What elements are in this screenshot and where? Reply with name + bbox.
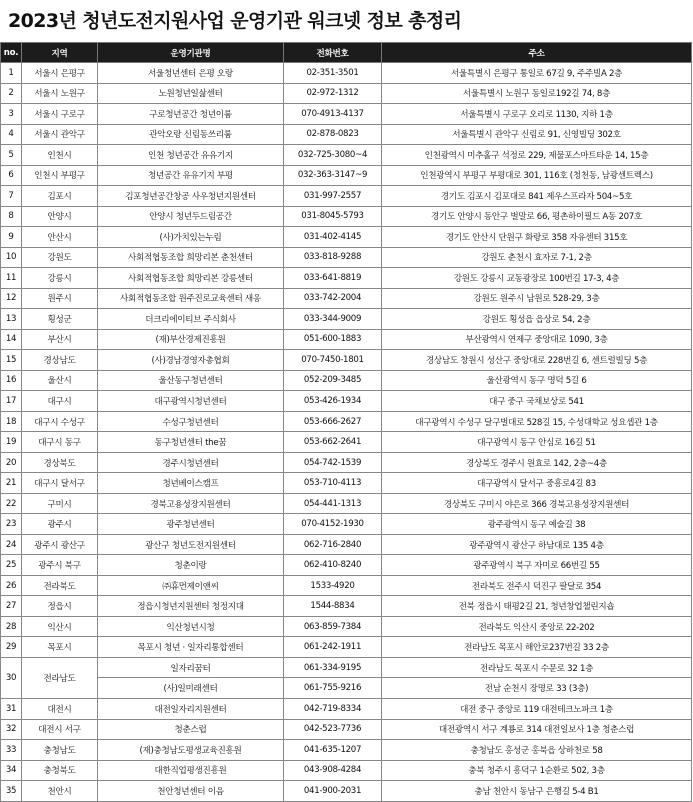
row-region: 안산시 <box>22 227 98 248</box>
row-address: 대구 중구 국채보상로 541 <box>382 391 692 412</box>
table-row <box>1 247 692 268</box>
row-organization: 청춘이랑 <box>98 555 284 576</box>
row-phone: 041-635-1207 <box>284 740 382 761</box>
row-no: 21 <box>1 473 22 494</box>
row-organization: 더크리에이티브 주식회사 <box>98 309 284 330</box>
row-organization: 사회적협동조합 희망리본 춘천센터 <box>98 247 284 268</box>
row-phone: 02-972-1312 <box>284 83 382 104</box>
row-phone: 061-334-9195 <box>284 657 382 678</box>
row-no: 31 <box>1 698 22 719</box>
row-region: 천안시 <box>22 781 98 802</box>
row-region: 강원도 <box>22 247 98 268</box>
row-phone: 054-441-1313 <box>284 493 382 514</box>
row-organization: 정읍시청년지원센터 청정지대 <box>98 596 284 617</box>
row-address: 대구광역시 수성구 달구벌대로 528길 15, 수성대학교 성요셉관 1층 <box>382 411 692 432</box>
row-no: 25 <box>1 555 22 576</box>
row-no: 13 <box>1 309 22 330</box>
row-region: 광주시 북구 <box>22 555 98 576</box>
row-organization: 일자리꿈터 <box>98 657 284 678</box>
row-phone: 1544-8834 <box>284 596 382 617</box>
table-row <box>1 268 692 289</box>
row-region: 충청남도 <box>22 740 98 761</box>
row-organization: ㈜휴먼제이앤씨 <box>98 575 284 596</box>
row-no: 4 <box>1 124 22 145</box>
table-row <box>1 432 692 453</box>
row-organization: 김포청년공간창공 사우청년지원센터 <box>98 186 284 207</box>
row-no: 3 <box>1 104 22 125</box>
row-address: 경상남도 창원시 성산구 중앙대로 228번길 6, 센트럴빌딩 5층 <box>382 350 692 371</box>
row-region: 울산시 <box>22 370 98 391</box>
row-region: 광주시 광산구 <box>22 534 98 555</box>
row-address: 경상북도 경주시 원효로 142, 2층~4층 <box>382 452 692 473</box>
row-phone: 061-755-9216 <box>284 678 382 699</box>
row-phone: 063-859-7384 <box>284 616 382 637</box>
row-region: 서울시 관악구 <box>22 124 98 145</box>
row-region: 대구시 동구 <box>22 432 98 453</box>
row-region: 전라남도 <box>22 657 98 698</box>
row-no: 2 <box>1 83 22 104</box>
row-no: 35 <box>1 781 22 802</box>
row-phone: 033-818-9288 <box>284 247 382 268</box>
row-region: 대전시 서구 <box>22 719 98 740</box>
row-phone: 070-4152-1930 <box>284 514 382 535</box>
row-organization: 사회적협동조합 희망리본 강릉센터 <box>98 268 284 289</box>
table-row <box>1 452 692 473</box>
row-region: 서울시 구로구 <box>22 104 98 125</box>
row-address: 강원도 원주시 남원로 528-29, 3층 <box>382 288 692 309</box>
row-address: 전라북도 익산시 중앙로 22-202 <box>382 616 692 637</box>
table-row <box>1 719 692 740</box>
row-region: 경상북도 <box>22 452 98 473</box>
table-row <box>1 678 692 699</box>
row-region: 익산시 <box>22 616 98 637</box>
row-address: 광주광역시 광산구 하남대로 135 4층 <box>382 534 692 555</box>
row-address: 강원도 횡성읍 읍상로 54, 2층 <box>382 309 692 330</box>
row-no: 8 <box>1 206 22 227</box>
table-row <box>1 186 692 207</box>
row-no: 34 <box>1 760 22 781</box>
table-row <box>1 350 692 371</box>
table-row <box>1 411 692 432</box>
table-row <box>1 575 692 596</box>
row-no: 7 <box>1 186 22 207</box>
table-row <box>1 63 692 84</box>
row-organization: 안양시 청년두드림공간 <box>98 206 284 227</box>
header-phone: 전화번호 <box>284 43 382 63</box>
row-phone: 033-641-8819 <box>284 268 382 289</box>
header-address: 주소 <box>382 43 692 63</box>
row-address: 강원도 춘천시 효자로 7-1, 2층 <box>382 247 692 268</box>
row-phone: 032-363-3147~9 <box>284 165 382 186</box>
row-region: 구미시 <box>22 493 98 514</box>
row-no: 6 <box>1 165 22 186</box>
page-title: 2023년 청년도전지원사업 운영기관 워크넷 정보 총정리 <box>8 10 462 32</box>
row-phone: 032-725-3080~4 <box>284 145 382 166</box>
row-organization: 사회적협동조합 원주진로교육센터 새옹 <box>98 288 284 309</box>
row-phone: 033-344-9009 <box>284 309 382 330</box>
row-no: 1 <box>1 63 22 84</box>
row-address: 서울특별시 구로구 오리로 1130, 지하 1층 <box>382 104 692 125</box>
row-organization: 구로청년공간 청년이룸 <box>98 104 284 125</box>
table-row <box>1 740 692 761</box>
row-organization: 청년공간 유유기지 부평 <box>98 165 284 186</box>
table-row <box>1 124 692 145</box>
row-organization: (재)충청남도평생교육진흥원 <box>98 740 284 761</box>
row-region: 전라북도 <box>22 575 98 596</box>
table-header-row <box>1 43 692 63</box>
row-phone: 031-8045-5793 <box>284 206 382 227</box>
row-no: 5 <box>1 145 22 166</box>
row-phone: 062-410-8240 <box>284 555 382 576</box>
table-row <box>1 493 692 514</box>
row-phone: 033-742-2004 <box>284 288 382 309</box>
row-region: 대전시 <box>22 698 98 719</box>
row-region: 정읍시 <box>22 596 98 617</box>
table-row <box>1 781 692 802</box>
row-phone: 02-351-3501 <box>284 63 382 84</box>
row-organization: 청년베이스캠프 <box>98 473 284 494</box>
row-organization: 울산동구청년센터 <box>98 370 284 391</box>
row-organization: 목포시 청년 · 일자리통합센터 <box>98 637 284 658</box>
row-region: 대구시 달서구 <box>22 473 98 494</box>
row-no: 18 <box>1 411 22 432</box>
header-organization: 운영기관명 <box>98 43 284 63</box>
row-organization: 동구청년센터 the꿈 <box>98 432 284 453</box>
row-phone: 070-4913-4137 <box>284 104 382 125</box>
row-organization: 천안청년센터 이음 <box>98 781 284 802</box>
row-organization: 대한직업평생진흥원 <box>98 760 284 781</box>
row-address: 전북 정읍시 태평2길 21, 청년창업챌린지숍 <box>382 596 692 617</box>
row-organization: 광주청년센터 <box>98 514 284 535</box>
row-phone: 062-716-2840 <box>284 534 382 555</box>
row-address: 부산광역시 연제구 중앙대로 1090, 3층 <box>382 329 692 350</box>
table-row <box>1 616 692 637</box>
table-row <box>1 637 692 658</box>
row-phone: 053-710-4113 <box>284 473 382 494</box>
row-phone: 053-426-1934 <box>284 391 382 412</box>
row-region: 안양시 <box>22 206 98 227</box>
table-row <box>1 83 692 104</box>
row-address: 충청남도 홍성군 홍북읍 상하천로 58 <box>382 740 692 761</box>
row-address: 인천광역시 미추홀구 석정로 229, 제물포스마트타운 14, 15층 <box>382 145 692 166</box>
row-address: 전라북도 전주시 덕진구 팔달로 354 <box>382 575 692 596</box>
row-no: 15 <box>1 350 22 371</box>
row-region: 서울시 노원구 <box>22 83 98 104</box>
table-row <box>1 309 692 330</box>
row-no: 30 <box>1 657 22 698</box>
row-address: 서울특별시 노원구 동일로192길 74, 8층 <box>382 83 692 104</box>
table-row <box>1 473 692 494</box>
row-address: 대구광역시 달서구 중흥로4길 83 <box>382 473 692 494</box>
row-organization: 경주시청년센터 <box>98 452 284 473</box>
row-address: 전라남도 목포시 수문로 32 1층 <box>382 657 692 678</box>
table-row <box>1 514 692 535</box>
row-region: 목포시 <box>22 637 98 658</box>
row-organization: 서울청년센터 은평 오랑 <box>98 63 284 84</box>
row-no: 9 <box>1 227 22 248</box>
row-no: 29 <box>1 637 22 658</box>
header-no: no. <box>1 43 22 63</box>
row-organization: (재)부산경제진흥원 <box>98 329 284 350</box>
row-organization: (사)일미래센터 <box>98 678 284 699</box>
row-phone: 052-209-3485 <box>284 370 382 391</box>
row-no: 28 <box>1 616 22 637</box>
table-row <box>1 698 692 719</box>
row-address: 경기도 안산시 단원구 화랑로 358 자유센터 315호 <box>382 227 692 248</box>
row-address: 인천광역시 부평구 부평대로 301, 116호 (청천동, 남광센트렉스) <box>382 165 692 186</box>
table-row <box>1 596 692 617</box>
row-address: 울산광역시 동구 명덕 5길 6 <box>382 370 692 391</box>
table-row <box>1 760 692 781</box>
table-row <box>1 104 692 125</box>
row-phone: 070-7450-1801 <box>284 350 382 371</box>
row-address: 대전광역시 서구 계룡로 314 대전일보사 1층 청춘스럽 <box>382 719 692 740</box>
row-no: 23 <box>1 514 22 535</box>
table-row <box>1 555 692 576</box>
row-no: 33 <box>1 740 22 761</box>
table-row <box>1 145 692 166</box>
row-organization: 대구광역시청년센터 <box>98 391 284 412</box>
row-organization: (사)경남경영자총협회 <box>98 350 284 371</box>
row-address: 경기도 김포시 김포대로 841 제우스프라자 504~5호 <box>382 186 692 207</box>
row-address: 충남 천안시 동남구 은행길 5-4 B1 <box>382 781 692 802</box>
row-no: 11 <box>1 268 22 289</box>
row-region: 광주시 <box>22 514 98 535</box>
row-phone: 031-997-2557 <box>284 186 382 207</box>
row-organization: 관악오랑 신림동쓰리룸 <box>98 124 284 145</box>
table-row <box>1 657 692 678</box>
row-phone: 041-900-2031 <box>284 781 382 802</box>
row-organization: 경북고용성장지원센터 <box>98 493 284 514</box>
table-row <box>1 534 692 555</box>
row-phone: 053-662-2641 <box>284 432 382 453</box>
row-no: 17 <box>1 391 22 412</box>
row-no: 14 <box>1 329 22 350</box>
row-region: 원주시 <box>22 288 98 309</box>
table-row <box>1 329 692 350</box>
row-organization: 대전일자리지원센터 <box>98 698 284 719</box>
row-phone: 054-742-1539 <box>284 452 382 473</box>
row-no: 22 <box>1 493 22 514</box>
row-region: 인천시 부평구 <box>22 165 98 186</box>
row-address: 광주광역시 동구 예술길 38 <box>382 514 692 535</box>
table-body <box>1 63 692 802</box>
row-address: 경상북도 구미시 야은로 366 경북고용성장지원센터 <box>382 493 692 514</box>
row-no: 10 <box>1 247 22 268</box>
row-address: 전라남도 목포시 해안로237번길 33 2층 <box>382 637 692 658</box>
row-region: 횡성군 <box>22 309 98 330</box>
row-address: 경기도 안양시 동안구 벌말로 66, 평촌하이필드 A동 207호 <box>382 206 692 227</box>
row-address: 서울특별시 관악구 신림로 91, 신영빌딩 302호 <box>382 124 692 145</box>
row-address: 서울특별시 은평구 통일로 67길 9, 주주빌A 2층 <box>382 63 692 84</box>
row-organization: 인천 청년공간 유유기지 <box>98 145 284 166</box>
row-phone: 031-402-4145 <box>284 227 382 248</box>
row-phone: 061-242-1911 <box>284 637 382 658</box>
row-phone: 042-719-8334 <box>284 698 382 719</box>
row-no: 24 <box>1 534 22 555</box>
row-no: 16 <box>1 370 22 391</box>
institution-table <box>0 42 692 802</box>
row-region: 대구시 수성구 <box>22 411 98 432</box>
row-region: 인천시 <box>22 145 98 166</box>
table-row <box>1 391 692 412</box>
row-organization: 청춘스럽 <box>98 719 284 740</box>
row-organization: (사)가치있는누림 <box>98 227 284 248</box>
row-region: 강릉시 <box>22 268 98 289</box>
table-row <box>1 227 692 248</box>
header-region: 지역 <box>22 43 98 63</box>
row-no: 19 <box>1 432 22 453</box>
row-address: 전남 순천시 장명로 33 (3층) <box>382 678 692 699</box>
row-region: 김포시 <box>22 186 98 207</box>
row-region: 서울시 은평구 <box>22 63 98 84</box>
row-phone: 1533-4920 <box>284 575 382 596</box>
row-address: 대전 중구 중앙로 119 대전테크노파크 1층 <box>382 698 692 719</box>
row-no: 26 <box>1 575 22 596</box>
row-address: 강원도 강릉시 교동광장로 100번길 17-3, 4층 <box>382 268 692 289</box>
row-phone: 02-878-0823 <box>284 124 382 145</box>
row-no: 12 <box>1 288 22 309</box>
row-organization: 노원청년일삶센터 <box>98 83 284 104</box>
row-region: 경상남도 <box>22 350 98 371</box>
row-no: 20 <box>1 452 22 473</box>
row-address: 광주광역시 북구 자미로 66번길 55 <box>382 555 692 576</box>
row-organization: 광산구 청년도전지원센터 <box>98 534 284 555</box>
row-region: 부산시 <box>22 329 98 350</box>
row-phone: 043-908-4284 <box>284 760 382 781</box>
row-organization: 익산청년시청 <box>98 616 284 637</box>
row-phone: 042-523-7736 <box>284 719 382 740</box>
row-phone: 053-666-2627 <box>284 411 382 432</box>
row-address: 충북 청주시 흥덕구 1순환로 502, 3층 <box>382 760 692 781</box>
row-phone: 051-600-1883 <box>284 329 382 350</box>
row-address: 대구광역시 동구 안심로 16길 51 <box>382 432 692 453</box>
row-no: 27 <box>1 596 22 617</box>
row-region: 대구시 <box>22 391 98 412</box>
table-row <box>1 288 692 309</box>
table-row <box>1 165 692 186</box>
row-no: 32 <box>1 719 22 740</box>
table-row <box>1 206 692 227</box>
row-region: 충청북도 <box>22 760 98 781</box>
row-organization: 수성구청년센터 <box>98 411 284 432</box>
table-row <box>1 370 692 391</box>
